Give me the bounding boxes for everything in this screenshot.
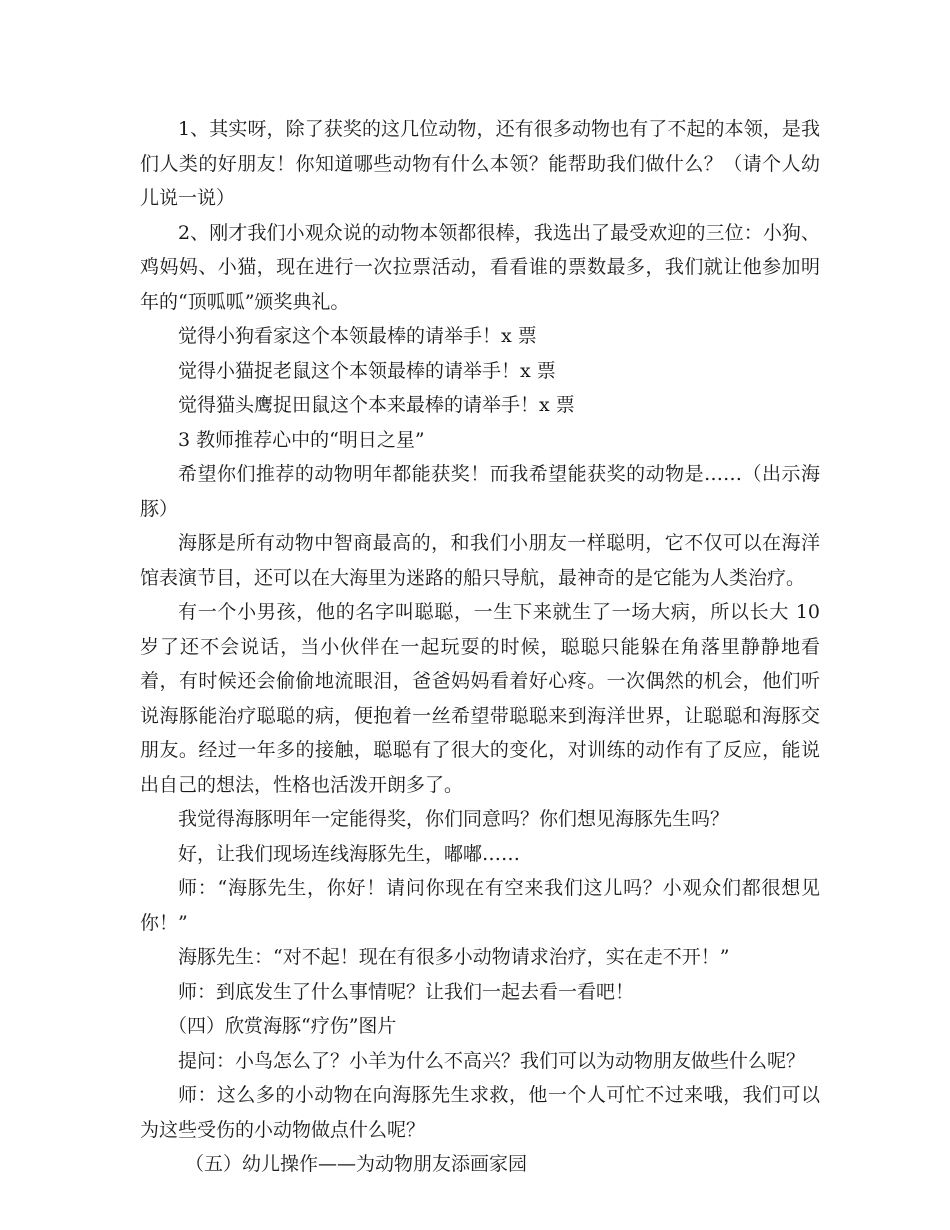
paragraph-help: 师：这么多的小动物在向海豚先生求救，他一个人可忙不过来哦，我们可以为这些受伤的小动物做点什么呢？	[140, 1084, 820, 1141]
paragraph-hope: 希望你们推荐的动物明年都能获奖！而我希望能获奖的动物是……（出示海豚）	[140, 463, 820, 520]
paragraph-1: 1、其实呀，除了获奖的这几位动物，还有很多动物也有了不起的本领，是我们人类的好朋友！你知道哪些动物有什么本领？能帮助我们做什么？（请个人幼儿说一说）	[140, 118, 820, 209]
section-heading-5: （五）幼儿操作——为动物朋友添画家园	[185, 1153, 528, 1175]
paragraph-story: 有一个小男孩，他的名字叫聪聪，一生下来就生了一场大病，所以长大 10 岁了还不会说话，当小伙伴在一起玩耍的时候，聪聪只能躲在角落里静静地看着，有时候还会偷偷地流眼泪，爸爸妈妈看着好心疼。一次偶然的机会，他们听说海豚能治疗聪聪的病，便抱着一丝希望带聪聪来到海洋世界，让聪聪和海豚交朋友。经过一年多的接触，聪聪有了很大的变化，对训练的动作有了反应，能说出自己的想法，性格也活泼开朗多了。	[140, 601, 820, 796]
paragraph-agree: 我觉得海豚明年一定能得奖，你们同意吗？你们想见海豚先生吗？	[178, 808, 730, 830]
document-body	[140, 112, 820, 1182]
paragraph-vote-owl: 觉得猫头鹰捉田鼠这个本来最棒的请举手！x 票	[178, 394, 575, 416]
paragraph-teacher-go: 师：到底发生了什么事情呢？让我们一起去看一看吧！	[178, 980, 635, 1003]
paragraph-section-3: 3 教师推荐心中的“明日之星”	[178, 428, 425, 451]
paragraph-connect: 好，让我们现场连线海豚先生，嘟嘟……	[178, 842, 521, 865]
paragraph-teacher-call: 师：“海豚先生，你好！请问你现在有空来我们这儿吗？小观众们都很想见你！”	[140, 877, 820, 934]
paragraph-vote-dog: 觉得小狗看家这个本领最棒的请举手！x 票	[178, 325, 537, 347]
paragraph-dolphin-reply: 海豚先生：“对不起！现在有很多小动物请求治疗，实在走不开！”	[178, 946, 730, 968]
paragraph-question: 提问：小鸟怎么了？小羊为什么不高兴？我们可以为动物朋友做些什么呢？	[178, 1049, 806, 1072]
section-heading-4: （四）欣赏海豚“疗伤”图片	[168, 1015, 397, 1037]
paragraph-dolphin-intro: 海豚是所有动物中智商最高的，和我们小朋友一样聪明，它不仅可以在海洋馆表演节目，还可以在大海里为迷路的船只导航，最神奇的是它能为人类治疗。	[140, 532, 820, 589]
paragraph-vote-cat: 觉得小猫捉老鼠这个本领最棒的请举手！x 票	[178, 359, 556, 382]
paragraph-2: 2、刚才我们小观众说的动物本领都很棒，我选出了最受欢迎的三位：小狗、鸡妈妈、小猫，现在进行一次拉票活动，看看谁的票数最多，我们就让他参加明年的“顶呱呱”颁奖典礼。	[140, 221, 820, 313]
